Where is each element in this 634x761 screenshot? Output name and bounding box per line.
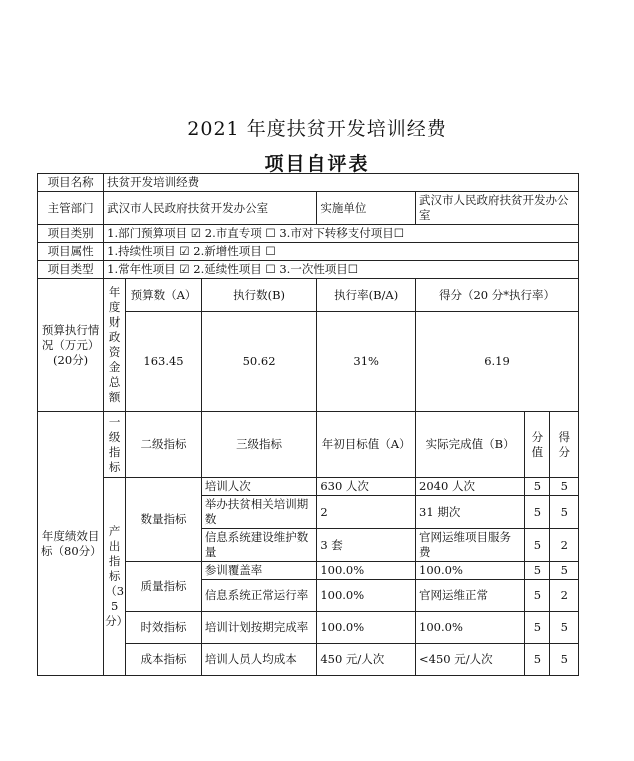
executed-header: 执行数(B) bbox=[201, 279, 317, 312]
output-indicator-label: 产出指标（35分） bbox=[104, 478, 126, 676]
executed-value: 50.62 bbox=[201, 312, 317, 412]
value-header: 分值 bbox=[525, 412, 550, 478]
document-subtitle: 项目自评表 bbox=[264, 153, 370, 175]
actual-cell: <450 元/人次 bbox=[416, 644, 525, 676]
actual-cell: 100.0% bbox=[416, 562, 525, 580]
rate-header: 执行率(B/A) bbox=[317, 279, 416, 312]
target-cell: 2 bbox=[317, 496, 416, 529]
value-cell: 5 bbox=[525, 644, 550, 676]
score-cell: 2 bbox=[550, 529, 579, 562]
category-label: 项目类别 bbox=[38, 225, 104, 243]
target-cell: 100.0% bbox=[317, 612, 416, 644]
value-cell: 5 bbox=[525, 612, 550, 644]
group-cost: 成本指标 bbox=[126, 644, 202, 676]
target-cell: 100.0% bbox=[317, 562, 416, 580]
year-funds-label: 年度财政资金总额 bbox=[104, 279, 126, 412]
indicator-cell: 培训人员人均成本 bbox=[201, 644, 317, 676]
score-header: 得分（20 分*执行率） bbox=[416, 279, 579, 312]
target-cell: 450 元/人次 bbox=[317, 644, 416, 676]
budget-label: 预算执行情况（万元）(20分) bbox=[38, 279, 104, 412]
group-quantity: 数量指标 bbox=[126, 478, 202, 562]
target-cell: 630 人次 bbox=[317, 478, 416, 496]
score-cell: 2 bbox=[550, 580, 579, 612]
group-timeliness: 时效指标 bbox=[126, 612, 202, 644]
department-value: 武汉市人民政府扶贫开发办公室 bbox=[104, 192, 317, 225]
value-cell: 5 bbox=[525, 478, 550, 496]
indicator-cell: 信息系统建设维护数量 bbox=[201, 529, 317, 562]
evaluation-table bbox=[37, 173, 579, 676]
performance-label: 年度绩效目标（80分） bbox=[38, 412, 104, 676]
score-cell: 5 bbox=[550, 644, 579, 676]
indicator-cell: 参训覆盖率 bbox=[201, 562, 317, 580]
category-value: 1.部门预算项目 ☑ 2.市直专项 ☐ 3.市对下转移支付项目☐ bbox=[104, 225, 579, 243]
attribute-label: 项目属性 bbox=[38, 243, 104, 261]
department-label: 主管部门 bbox=[38, 192, 104, 225]
indicator-cell: 信息系统正常运行率 bbox=[201, 580, 317, 612]
value-cell: 5 bbox=[525, 529, 550, 562]
budget-value: 163.45 bbox=[126, 312, 202, 412]
value-cell: 5 bbox=[525, 496, 550, 529]
target-header: 年初目标值（A） bbox=[317, 412, 416, 478]
indicator-cell: 培训计划按期完成率 bbox=[201, 612, 317, 644]
indicator-cell: 举办扶贫相关培训期数 bbox=[201, 496, 317, 529]
score-cell: 5 bbox=[550, 496, 579, 529]
level1-header: 一级指标 bbox=[104, 412, 126, 478]
type-label: 项目类型 bbox=[38, 261, 104, 279]
target-cell: 3 套 bbox=[317, 529, 416, 562]
budget-header: 预算数（A） bbox=[126, 279, 202, 312]
score-cell: 5 bbox=[550, 562, 579, 580]
actual-cell: 2040 人次 bbox=[416, 478, 525, 496]
rate-value: 31% bbox=[317, 312, 416, 412]
group-quality: 质量指标 bbox=[126, 562, 202, 612]
actual-header: 实际完成值（B） bbox=[416, 412, 525, 478]
impl-unit-value: 武汉市人民政府扶贫开发办公室 bbox=[416, 192, 579, 225]
impl-unit-label: 实施单位 bbox=[317, 192, 416, 225]
actual-cell: 100.0% bbox=[416, 612, 525, 644]
actual-cell: 官网运维正常 bbox=[416, 580, 525, 612]
attribute-value: 1.持续性项目 ☑ 2.新增性项目 ☐ bbox=[104, 243, 579, 261]
score-value: 6.19 bbox=[416, 312, 579, 412]
actual-cell: 官网运维项目服务费 bbox=[416, 529, 525, 562]
indicator-cell: 培训人次 bbox=[201, 478, 317, 496]
target-cell: 100.0% bbox=[317, 580, 416, 612]
score-cell: 5 bbox=[550, 478, 579, 496]
type-value: 1.常年性项目 ☑ 2.延续性项目 ☐ 3.一次性项目☐ bbox=[104, 261, 579, 279]
value-cell: 5 bbox=[525, 562, 550, 580]
project-name-label: 项目名称 bbox=[38, 174, 104, 192]
level3-header: 三级指标 bbox=[201, 412, 317, 478]
score-col-header: 得分 bbox=[550, 412, 579, 478]
project-name-value: 扶贫开发培训经费 bbox=[104, 174, 579, 192]
level2-header: 二级指标 bbox=[126, 412, 202, 478]
document-title: 2021 年度扶贫开发培训经费 bbox=[187, 118, 447, 140]
actual-cell: 31 期次 bbox=[416, 496, 525, 529]
value-cell: 5 bbox=[525, 580, 550, 612]
score-cell: 5 bbox=[550, 612, 579, 644]
